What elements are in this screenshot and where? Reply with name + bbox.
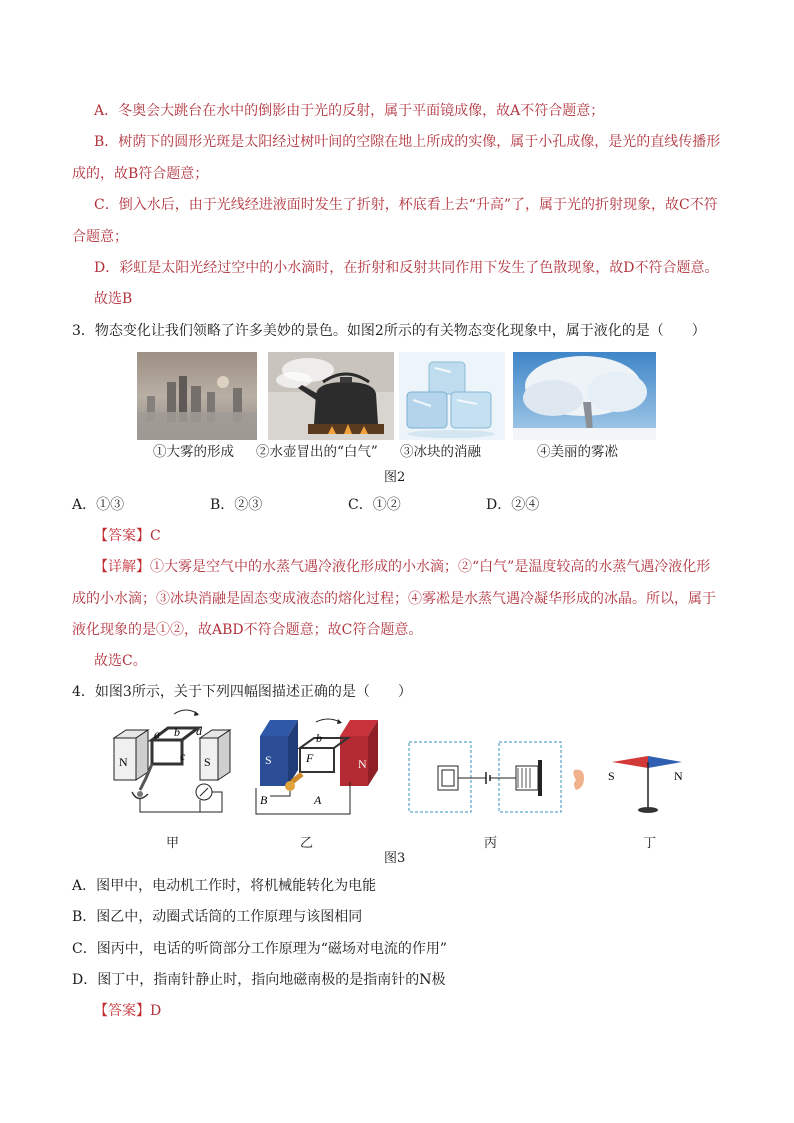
q3-choose: 故选C。 — [94, 653, 147, 669]
figure-2-label: 图2 — [384, 470, 406, 485]
generator-pole-s: S — [265, 753, 272, 767]
q3-answer — [94, 527, 161, 545]
caption-kettle: ②水壶冒出的“白气” — [256, 444, 378, 460]
motor-label-b: b — [174, 725, 180, 739]
q2-explain-b1: B．树荫下的圆形光斑是太阳经过树叶间的空隙在地上所成的实像，属于小孔成像，是光的直线传播形 — [94, 134, 721, 150]
caption-rime: ④美丽的雾凇 — [537, 444, 618, 460]
figure-3-label: 图3 — [384, 851, 406, 866]
generator-label-A: A — [314, 793, 322, 807]
caption-ice: ③冰块的消融 — [400, 444, 481, 460]
generator-label-b: b — [316, 731, 322, 745]
motor-pole-n: N — [119, 755, 128, 769]
diagram-ding-label: 丁 — [643, 836, 657, 851]
answer-value: C — [150, 528, 161, 544]
motor-label-c: c — [180, 749, 186, 763]
q4-option-d: D．图丁中，指南针静止时，指向地磁南极的是指南针的N极 — [72, 972, 446, 988]
detail-tag: 【详解】 — [94, 559, 150, 575]
telephone-diagram — [406, 740, 592, 816]
compass-label-s: S — [608, 769, 615, 783]
q4-stem: 4．如图3所示，关于下列四幅图描述正确的是（ ） — [72, 684, 412, 700]
compass-diagram — [606, 754, 686, 822]
diagram-yi-label: 乙 — [300, 836, 314, 851]
rime-photo — [513, 352, 656, 440]
detail-text-1: ①大雾是空气中的水蒸气遇冷液化形成的小水滴；②“白气”是温度较高的水蒸气遇冷液化形 — [150, 559, 711, 575]
caption-fog: ①大雾的形成 — [153, 444, 234, 460]
q3-detail-2: 成的小水滴；③冰块消融是固态变成液态的熔化过程；④雾凇是水蒸气遇冷凝华形成的冰晶。所以，属于 — [72, 591, 716, 607]
q3-stem: 3．物态变化让我们领略了许多美妙的景色。如图2所示的有关物态变化现象中，属于液化的是（ ） — [72, 323, 706, 339]
generator-label-F: F — [306, 751, 314, 765]
q2-explain-c1: C．倒入水后，由于光线经进液面时发生了折射，杯底看上去“升高”了，属于光的折射现象，故C不符 — [94, 197, 718, 213]
q4-option-a: A．图甲中，电动机工作时，将机械能转化为电能 — [72, 878, 377, 894]
generator-diagram — [248, 712, 384, 824]
compass-label-n: N — [674, 769, 683, 783]
q3-option-d: D．②④ — [486, 497, 540, 513]
q3-detail-1 — [94, 558, 710, 576]
kettle-photo — [268, 352, 394, 440]
q4-answer — [94, 1002, 161, 1020]
motor-diagram — [104, 708, 236, 824]
motor-label-d: d — [196, 724, 202, 738]
motor-pole-s: S — [204, 755, 211, 769]
q4-option-b: B．图乙中，动圈式话筒的工作原理与该图相同 — [72, 909, 363, 925]
q4-option-c: C．图丙中，电话的听筒部分工作原理为“磁场对电流的作用” — [72, 941, 448, 957]
motor-label-a: a — [154, 727, 160, 741]
answer-tag: 【答案】 — [94, 528, 150, 544]
fog-photo — [137, 352, 257, 440]
q3-option-c: C．①② — [348, 497, 401, 513]
generator-label-B: B — [260, 793, 268, 807]
diagram-bing-label: 丙 — [484, 836, 498, 851]
q2-explain-b2: 成的，故B符合题意； — [72, 166, 209, 182]
answer-value: D — [150, 1003, 162, 1019]
q3-detail-3: 液化现象的是①②，故ABD不符合题意；故C符合题意。 — [72, 622, 423, 638]
q2-explain-c2: 合题意； — [72, 229, 128, 245]
q3-option-a: A．①③ — [72, 497, 125, 513]
q2-explain-a: A．冬奥会大跳台在水中的倒影由于光的反射，属于平面镜成像，故A不符合题意； — [94, 103, 605, 119]
answer-tag: 【答案】 — [94, 1003, 150, 1019]
diagram-jia-label: 甲 — [166, 836, 180, 851]
q2-choose: 故选B — [94, 291, 133, 307]
q3-option-b: B．②③ — [210, 497, 263, 513]
ice-photo — [399, 352, 505, 440]
generator-pole-n: N — [358, 757, 367, 771]
q2-explain-d: D．彩虹是太阳光经过空中的小水滴时，在折射和反射共同作用下发生了色散现象，故D不符合题意。 — [94, 260, 719, 276]
